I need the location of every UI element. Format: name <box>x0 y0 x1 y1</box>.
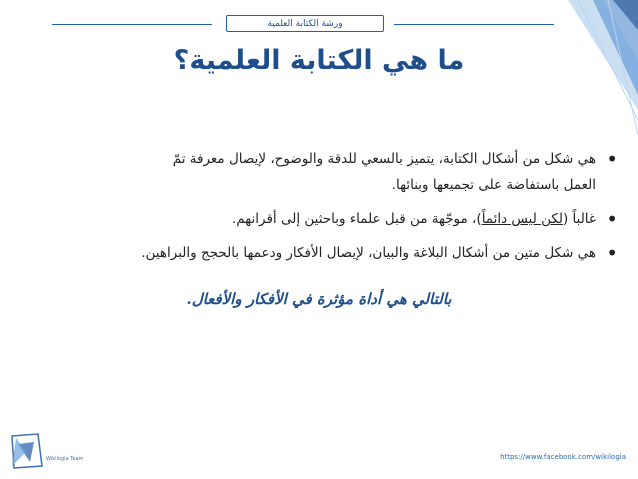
bullet-text-line: العمل باستفاضة على تجميعها وبنائها. <box>391 177 596 193</box>
bullet-item-definition <box>18 146 618 198</box>
bullet-dot-icon: • <box>606 147 618 171</box>
summary-statement: بالتالي هي أداة مؤثرة في الأفكار والأفعال. <box>186 290 452 308</box>
bullet-text-line: هي شكل من أشكال الكتابة، يتميز بالسعي للدقة والوضوح، لإيصال معرفة تمّ <box>172 151 596 167</box>
bullet-text: غالباً ( <box>562 211 596 227</box>
decorative-corner-graphic <box>538 0 638 135</box>
page-title: ما هي الكتابة العلمية؟ <box>173 45 465 76</box>
bullet-text: )، موجّهة من قبل علماء وباحثين إلى أقرانهم. <box>232 211 482 227</box>
bullet-text-underlined: لكن ليس دائماً <box>481 211 563 227</box>
bullet-list <box>18 146 618 274</box>
wikilogia-logo-icon <box>8 432 44 470</box>
header-line-right <box>394 24 554 25</box>
workshop-label: ورشة الكتابة العلمية <box>226 15 384 32</box>
bullet-dot-icon: • <box>606 241 618 265</box>
header-line-left <box>52 24 212 25</box>
bullet-item-audience <box>18 206 618 232</box>
bullet-item-rhetoric <box>18 240 618 266</box>
bullet-text: هي شكل متين من أشكال البلاغة والبيان، لإيصال الأفكار ودعمها بالحجج والبراهين. <box>141 245 596 261</box>
facebook-link[interactable]: https://www.facebook.com/wikilogia <box>500 453 626 461</box>
bullet-dot-icon: • <box>606 207 618 231</box>
logo-caption: Wikilogia Team <box>46 456 84 462</box>
